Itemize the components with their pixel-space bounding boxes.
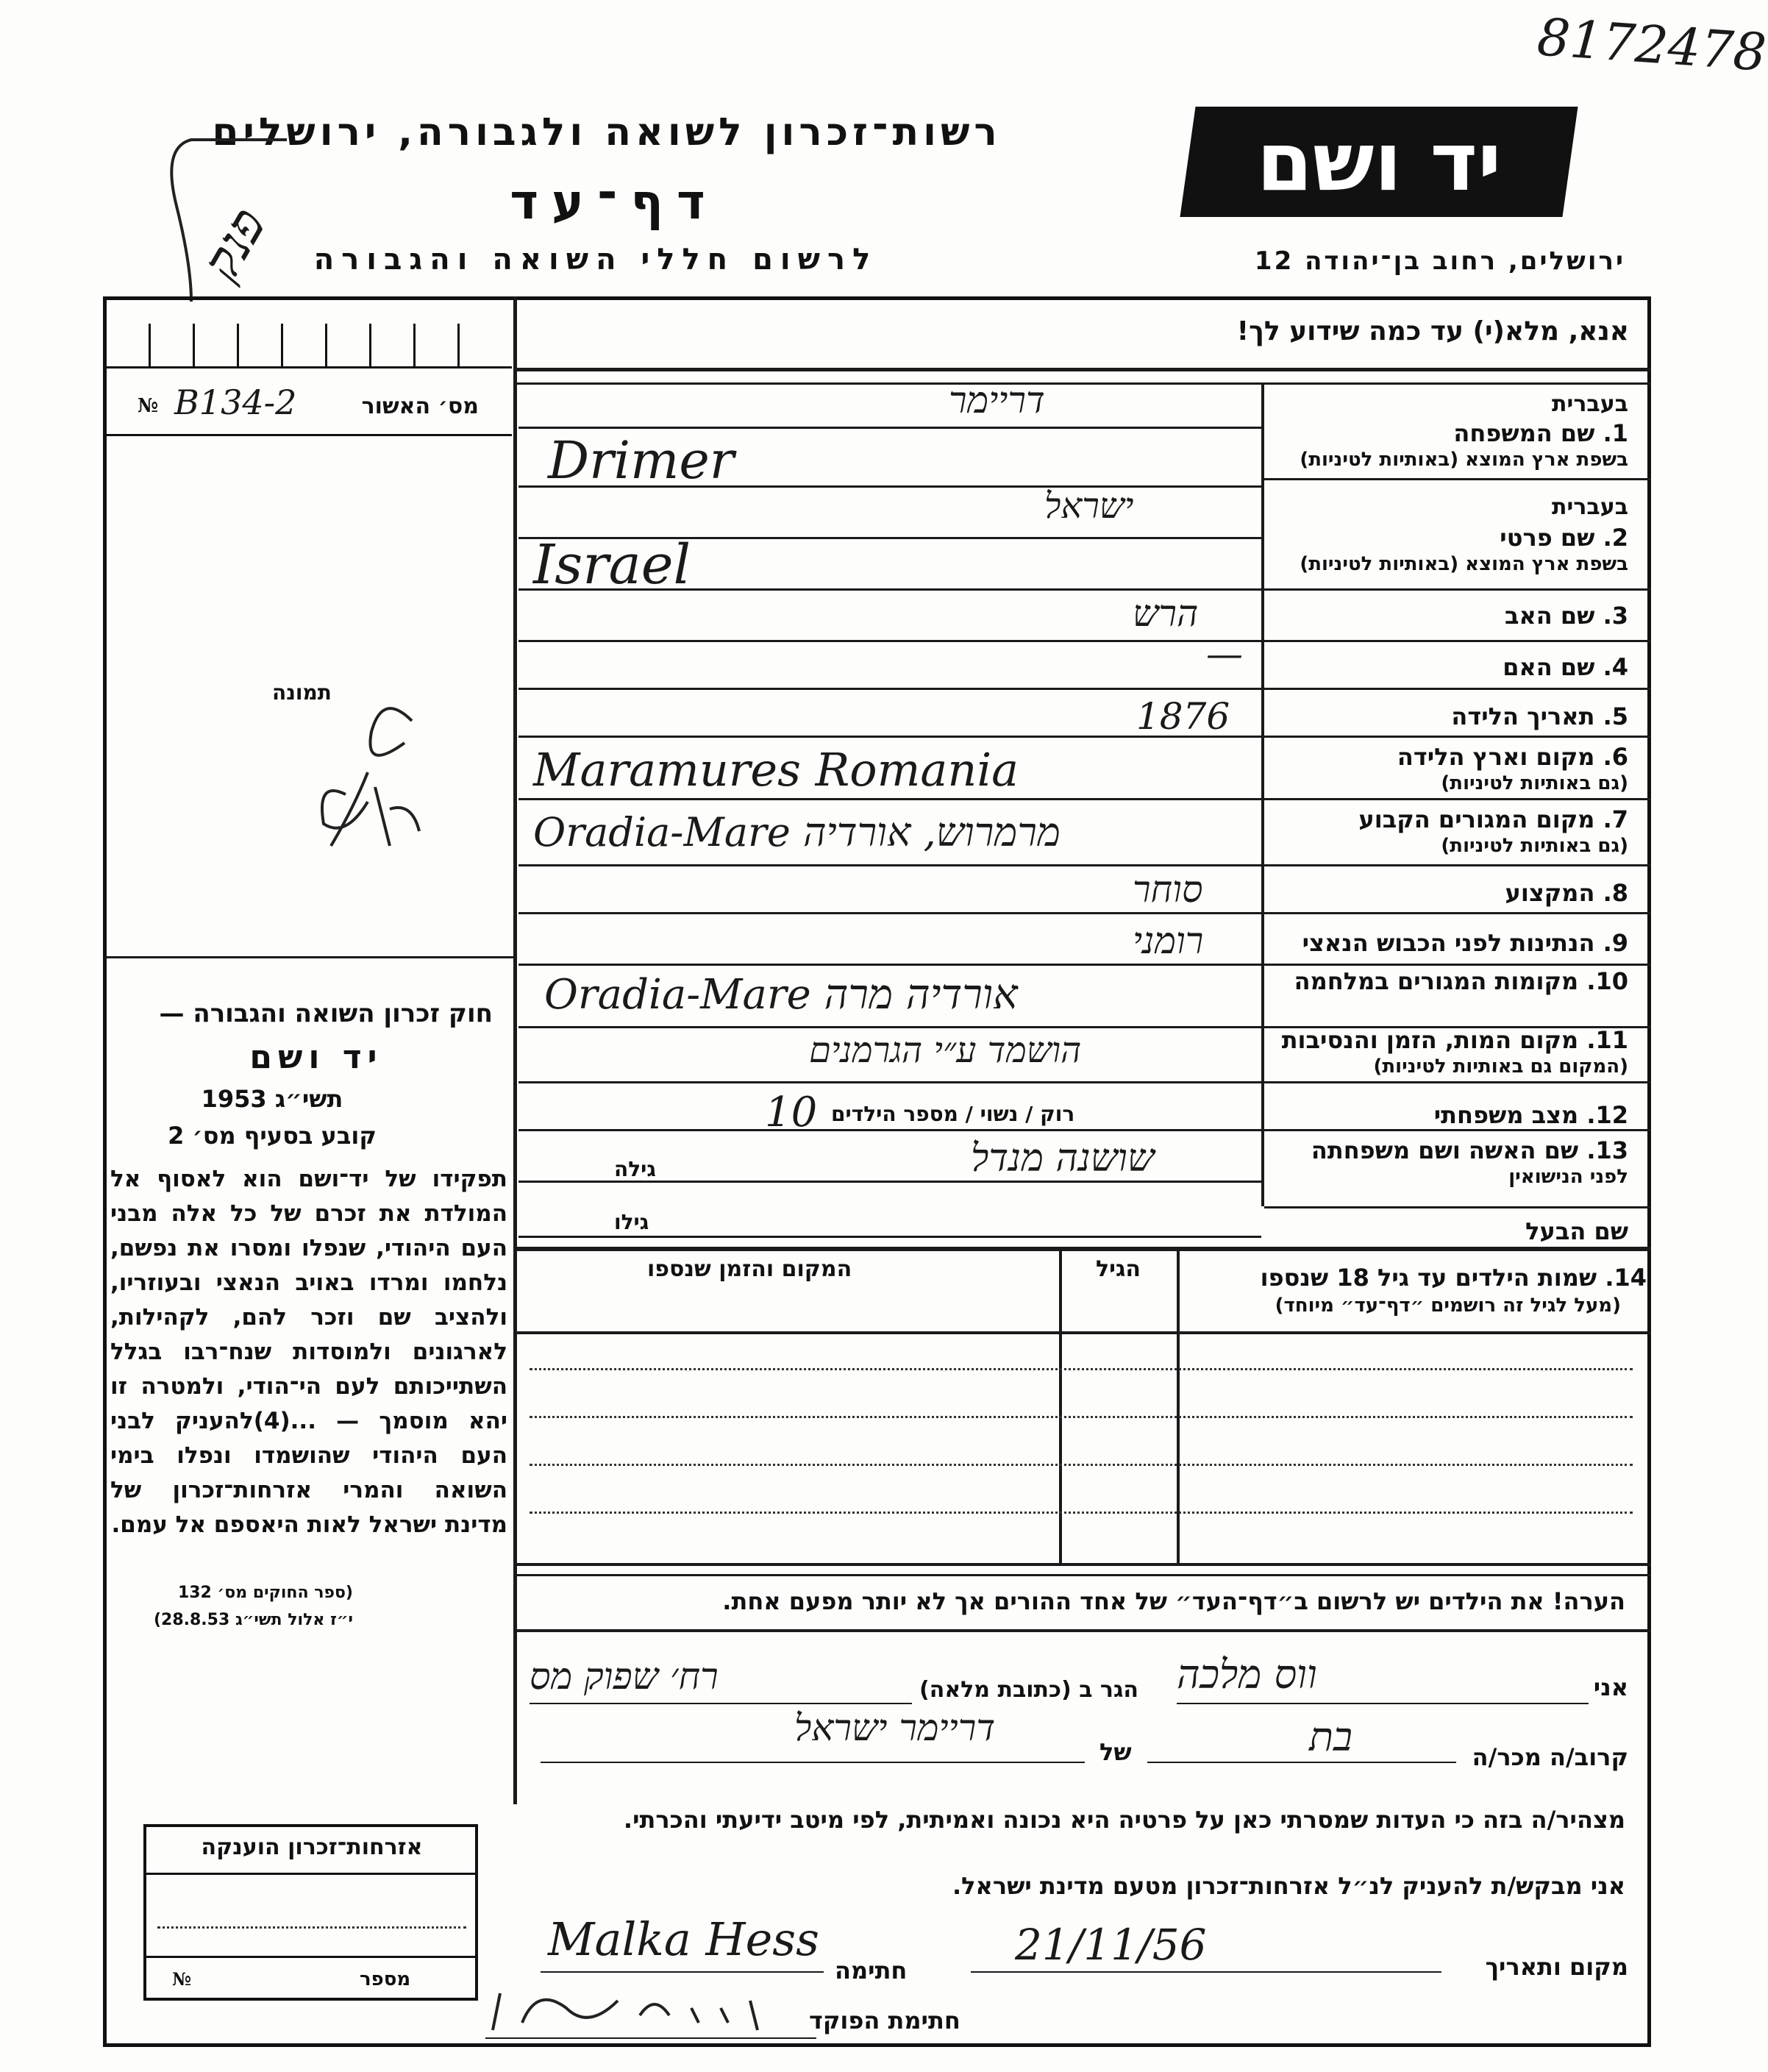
field-1-sub: בשפת ארץ המוצא (באותיות לטיניות) [1300, 449, 1628, 471]
instruction: אנא, מלא(י) עד כמה שידוע לך! [1236, 316, 1629, 346]
field-7-value[interactable]: Oradia-Mare מרמרוש, אורדיה [533, 809, 1061, 855]
children-sub: (מעל לגיל זה רושמים ״דף־עד״ מיוחד) [1275, 1295, 1621, 1317]
approval-label: מס׳ האשור [361, 394, 479, 419]
field-3-value[interactable]: הרש [1133, 592, 1199, 635]
relative-label: קרוב/ה מכר/ה [1472, 1743, 1628, 1771]
field-1-latin-value[interactable]: Drimer [548, 430, 735, 491]
citizenship-number-label: מספר [360, 1968, 411, 1990]
approval-number[interactable]: B134-2 [174, 382, 297, 422]
archive-number: 8172478 [1535, 7, 1768, 83]
field-7-sub: (גם באותיות לטיניות) [1441, 835, 1628, 857]
hebrew-label-1: בעברית [1552, 391, 1628, 417]
logo: יד ושם [1180, 107, 1578, 217]
law-year: תשי״ג 1953 [201, 1085, 343, 1113]
field-9-label: 9. הנתינות לפני הכבוש הנאצי [1302, 929, 1628, 957]
ani-label: אני [1593, 1673, 1628, 1701]
signature-label: חתימה [835, 1957, 908, 1984]
field-12-value[interactable]: 10 [765, 1089, 818, 1136]
approval-row [104, 379, 512, 436]
declaration-text: מצהיר/ה בזה כי העדות שמסרתי כאן על פרטיה היא נכונה ואמיתית, לפי מיטב ידיעתי והכרתי. [623, 1806, 1625, 1834]
field-2-label: 2. שם פרטי [1500, 524, 1628, 552]
field-2-hebrew-value[interactable]: ישראל [1044, 485, 1134, 527]
hebrew-label-2: בעברית [1552, 494, 1628, 520]
citizenship-number-symbol: № [172, 1968, 192, 1990]
field-1-label: 1. שם המשפחה [1453, 419, 1628, 447]
children-age-col: הגיל [1096, 1256, 1141, 1282]
photo-label: תמונה [272, 680, 332, 705]
field-6-label: 6. מקום וארץ הלידה [1397, 743, 1628, 771]
field-5-value[interactable]: 1876 [1136, 695, 1230, 738]
field-13-label: 13. שם האשה ושם משפחתה [1311, 1136, 1628, 1164]
law-ref-2: י״ז אלול תשי״ג 28.8.53) [153, 1611, 353, 1629]
relation-value[interactable]: בת [1309, 1714, 1352, 1760]
children-label: 14. שמות הילדים עד גיל 18 שנספו [1260, 1264, 1647, 1292]
field-7-label: 7. מקום המגורים הקבוע [1358, 805, 1628, 833]
field-3-label: 3. שם האב [1504, 602, 1628, 630]
field-11-label: 11. מקום המות, הזמן והנסיבות [1281, 1026, 1628, 1054]
field-12-options: רוק / נשוי / מספר הילדים [831, 1102, 1075, 1126]
law-clause: קובע בסעיף מס׳ 2 [168, 1122, 377, 1150]
field-13-value[interactable]: שושנה מנדל [971, 1136, 1155, 1181]
field-5-label: 5. תאריך הלידה [1451, 702, 1628, 730]
law-logo: יד ושם [249, 1039, 383, 1076]
officer-label: חתימת הפוקד [809, 2007, 960, 2034]
officer-signature [478, 1979, 787, 2045]
field-9-value[interactable]: רומני [1133, 919, 1204, 962]
husband-age-label: גילו [614, 1210, 649, 1234]
field-10-value[interactable]: Oradia-Mare אורדיה מרה [544, 971, 1018, 1019]
request-text: אני מבקש/ת להעניק לנ״ל אזרחות־זכרון מטעם מדינת ישראל. [952, 1872, 1625, 1900]
date-value[interactable]: 21/11/56 [1015, 1920, 1207, 1970]
field-6-sub: (גם באותיות לטיניות) [1441, 772, 1628, 794]
field-1-hebrew-value[interactable]: דריימר [949, 379, 1045, 421]
citizenship-title: אזרחות־זכרון הוענקה [201, 1834, 423, 1860]
form-subtitle: לרשום חללי השואה והגבורה [313, 243, 878, 277]
photo-scribble [302, 691, 434, 861]
law-title: חוק זכרון השואה והגבורה — [159, 999, 493, 1028]
field-11-value[interactable]: הושמד ע״י הגרמנים [809, 1030, 1082, 1071]
husband-label: שם הבעל [1525, 1217, 1628, 1245]
field-4-label: 4. שם האם [1503, 653, 1628, 681]
field-13-age-label: גילה [614, 1157, 656, 1181]
field-12-label: 12. מצב משפחתי [1433, 1101, 1628, 1129]
field-4-value[interactable]: — [1206, 633, 1243, 675]
tick-boxes [104, 309, 512, 368]
field-8-value[interactable]: סוחר [1133, 868, 1203, 911]
authority-title: רשות־זכרון לשואה ולגבורה, ירושלים [212, 110, 1002, 154]
address: ירושלים, רחוב בן־יהודה 12 [1254, 246, 1625, 276]
margin-note: פנק [190, 197, 278, 290]
note: הערה! את הילדים יש לרשום ב״דף־העד״ של אחד ההורים אך לא יותר מפעם אחת. [722, 1587, 1625, 1615]
citizenship-box [143, 1824, 478, 2001]
field-6-value[interactable]: Maramures Romania [533, 743, 1019, 797]
field-13-sub: לפני הנישואין [1508, 1166, 1628, 1188]
field-2-latin-value[interactable]: Israel [533, 533, 691, 597]
children-place-col: המקום והזמן שנספו [647, 1256, 852, 1282]
field-10-label: 10. מקומות המגורים במלחמה [1294, 967, 1628, 995]
field-2-sub: בשפת ארץ המוצא (באותיות לטיניות) [1300, 553, 1628, 575]
of-label: של [1099, 1738, 1132, 1766]
place-date-label: מקום ותאריך [1485, 1953, 1628, 1981]
form-title: דף־עד [510, 174, 719, 230]
law-ref-1: (ספר החוקים מס׳ 132 [177, 1584, 353, 1602]
field-11-sub: (המקום גם באותיות לטיניות) [1373, 1055, 1628, 1078]
law-text: תפקידו של יד־ושם הוא לאסוף אל המולדת את זכרם של כל אלה מבני העם היהודי, שנפלו ומסרו את נפשם, נלחמו ומרדו באויב הנאצי ובעוזריו, ולהציב שם וזכר להם, לקהילות, לארגונים ולמוסדות שנח־רבו בגלל השתייכותם לעם הי־הודי, ולמטרה זו יהא מוסמך — ...(4)להעניק לבני העם היהודי שהושמדו ונפלו בימי השואה והמרי אזרחות־זכרון של מדינת ישראל לאות היאספם אל עמם. [110, 1166, 507, 1538]
signature-value[interactable]: Malka Hess [548, 1912, 819, 1966]
residing-label: הגר ב (כתובת מלאה) [919, 1677, 1139, 1703]
approval-symbol: № [138, 395, 159, 417]
field-8-label: 8. המקצוע [1505, 879, 1628, 907]
margin-arrow [147, 118, 294, 309]
declarant-name[interactable]: ווס מלכה [1177, 1651, 1317, 1698]
of-name-value[interactable]: דריימר ישראל [794, 1706, 996, 1749]
declarant-address[interactable]: רח׳ שפוק מס [530, 1655, 719, 1698]
